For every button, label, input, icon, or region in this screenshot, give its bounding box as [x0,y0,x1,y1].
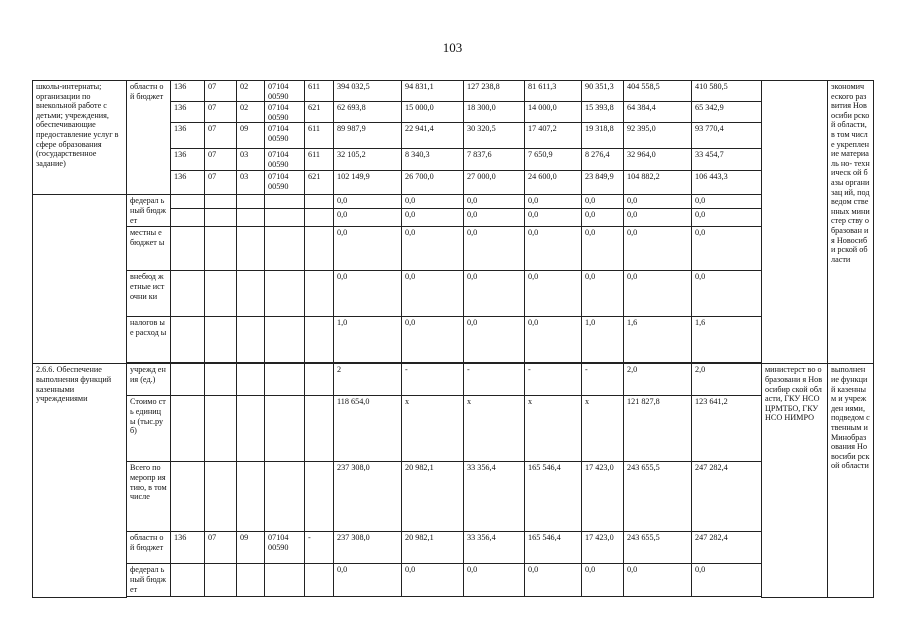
cell [265,396,305,462]
cell [305,271,334,317]
cell: 0,0 [692,271,762,317]
cell: 136 [171,123,205,149]
cell: 611 [305,81,334,102]
cell [171,227,205,271]
cell [205,227,237,271]
cell: 7 837,6 [464,149,525,171]
cell: 17 423,0 [582,462,624,532]
cell: 1,0 [334,317,402,363]
cell [265,364,305,396]
cell: 136 [171,81,205,102]
cell: - [305,532,334,564]
cell: 0,0 [464,227,525,271]
cell: 0,0 [402,227,464,271]
cell: 0,0 [334,227,402,271]
cell: 0,0 [525,195,582,209]
cell [237,209,265,227]
cell: 0,0 [582,564,624,597]
cell: 0,0 [692,195,762,209]
table-row [33,462,874,532]
cell: 32 964,0 [624,149,692,171]
cell: 247 282,4 [692,532,762,564]
activity-description: школы-интернаты; организации по внекольной работе с детьми; учреждения, обеспечивающие предоставление услуг в сфере образования (государственное задание) [33,81,127,195]
cell: 104 882,2 [624,171,692,195]
cell: 02 [237,102,265,123]
cell [305,209,334,227]
table-row [33,81,874,102]
cell: 07104 00590 [265,532,305,564]
table-row [33,396,874,462]
cell: 237 308,0 [334,462,402,532]
cell: 0,0 [464,195,525,209]
program-table [32,80,874,598]
cell [237,396,265,462]
cell: 22 941,4 [402,123,464,149]
table-row [33,564,874,597]
cell: 621 [305,102,334,123]
cell: 0,0 [402,209,464,227]
cell [205,564,237,597]
cell [305,462,334,532]
cell [171,462,205,532]
cell: 394 032,5 [334,81,402,102]
cell: 20 982,1 [402,462,464,532]
table-row [33,227,874,271]
cell: 136 [171,532,205,564]
executor-cell-empty [762,81,820,364]
cell: 0,0 [624,271,692,317]
cell: 09 [237,123,265,149]
cell [205,396,237,462]
cell: 0,0 [525,317,582,363]
cell: 0,0 [464,564,525,597]
cell [237,271,265,317]
page-number: 103 [442,40,463,55]
cell: 243 655,5 [624,532,692,564]
cell [265,209,305,227]
cell: 0,0 [334,195,402,209]
cell: 0,0 [624,195,692,209]
cell [237,227,265,271]
cell [171,317,205,363]
cell: - [464,364,525,396]
cell: 0,0 [402,271,464,317]
cell [265,564,305,597]
cell [265,227,305,271]
cell: 23 849,9 [582,171,624,195]
cell: 17 423,0 [582,532,624,564]
cell: 15 000,0 [402,102,464,123]
cell: 611 [305,123,334,149]
activity-2-6-6-description: 2.6.6. Обеспечение выполнения функций казенными учреждениями [33,364,127,598]
cell: 121 827,8 [624,396,692,462]
cell: 26 700,0 [402,171,464,195]
funding-source-federal: федерал ьный бюджет [127,195,171,227]
cell [305,227,334,271]
cell: 237 308,0 [334,532,402,564]
cell: 0,0 [624,227,692,271]
cell: 81 611,3 [525,81,582,102]
funding-source-extra-budgetary: внебюд жетные источни ки [127,271,171,317]
executor: министерст во образовани я Новосибир ской области, ГКУ НСО ЦРМТБО, ГКУ НСО НИМРО [762,364,828,598]
cell: 07104 00590 [265,102,305,123]
table-row [33,364,874,396]
cell [237,462,265,532]
cell: 07 [205,81,237,102]
cell: 2,0 [692,364,762,396]
cell: 0,0 [692,564,762,597]
cell: x [402,396,464,462]
cell: x [464,396,525,462]
cell: 0,0 [525,227,582,271]
cell: 118 654,0 [334,396,402,462]
cell: 07 [205,149,237,171]
cell: 19 318,8 [582,123,624,149]
cell: 611 [305,149,334,171]
cell: 14 000,0 [525,102,582,123]
cell: 0,0 [334,564,402,597]
cell: 243 655,5 [624,462,692,532]
cell: 8 276,4 [582,149,624,171]
cell [205,317,237,363]
cell: 0,0 [525,564,582,597]
cell: 1,6 [692,317,762,363]
cell [171,195,205,209]
cell [265,195,305,209]
indicator-institutions: учрежд ения (ед.) [127,364,171,396]
cell: x [525,396,582,462]
cell: 62 693,8 [334,102,402,123]
cell: 165 546,4 [525,462,582,532]
cell: 0,0 [464,317,525,363]
indicator-total: Всего по меропр иятию, в том числе [127,462,171,532]
cell: 89 987,9 [334,123,402,149]
cell: 33 356,4 [464,462,525,532]
funding-source-local: местны е бюджет ы [127,227,171,271]
cell: 30 320,5 [464,123,525,149]
cell: 93 770,4 [692,123,762,149]
cell [305,195,334,209]
cell: 03 [237,171,265,195]
cell: 0,0 [334,271,402,317]
cell: 0,0 [402,564,464,597]
indicator-unit-cost: Стоимо сть единиц ы (тыс.ру б) [127,396,171,462]
cell: 94 831,1 [402,81,464,102]
cell: 0,0 [402,195,464,209]
spacer-cell [820,81,828,364]
activity-description-continued [33,195,127,364]
cell [237,364,265,396]
cell: 0,0 [402,317,464,363]
cell [305,317,334,363]
cell: 90 351,3 [582,81,624,102]
cell [171,396,205,462]
cell [265,462,305,532]
cell: 7 650,9 [525,149,582,171]
cell: 32 105,2 [334,149,402,171]
cell: 247 282,4 [692,462,762,532]
expected-result-2-6-6: выполнен ие функций казенным и учрежден иями, подведом ственным и Минобраз ования Новосиби рской области [828,364,874,598]
cell [171,209,205,227]
cell: 136 [171,171,205,195]
cell: 127 238,8 [464,81,525,102]
cell: 33 454,7 [692,149,762,171]
cell: 621 [305,171,334,195]
cell: 07 [205,102,237,123]
table-row-filler [33,597,874,598]
cell: 1,0 [582,317,624,363]
cell [305,364,334,396]
cell: 0,0 [464,271,525,317]
cell [305,564,334,597]
cell [205,462,237,532]
cell: 8 340,3 [402,149,464,171]
cell: 02 [237,81,265,102]
cell: - [525,364,582,396]
cell: 15 393,8 [582,102,624,123]
cell: 404 558,5 [624,81,692,102]
cell [237,564,265,597]
cell: - [402,364,464,396]
cell: 07104 00590 [265,123,305,149]
cell: 09 [237,532,265,564]
cell [171,271,205,317]
indicator-federal-budget: федерал ьный бюджет [127,564,171,597]
cell: 65 342,9 [692,102,762,123]
cell [205,209,237,227]
cell [205,364,237,396]
funding-source-regional: областн ой бюджет [127,81,171,195]
expected-result: экономич еского развития Новосиби рской области, в том числе укреплен ие материаль но- техническ ой базы организац ий, подведом ственных министер ству образован ия Новосиби рской области [828,81,874,364]
cell: 07104 00590 [265,171,305,195]
cell: 165 546,4 [525,532,582,564]
cell: 0,0 [582,227,624,271]
cell [205,271,237,317]
cell: 136 [171,102,205,123]
cell [237,317,265,363]
cell: 0,0 [582,209,624,227]
cell: 27 000,0 [464,171,525,195]
cell: 1,6 [624,317,692,363]
cell: 17 407,2 [525,123,582,149]
cell: 0,0 [624,209,692,227]
cell: 0,0 [624,564,692,597]
cell: 24 600,0 [525,171,582,195]
cell: 07 [205,123,237,149]
indicator-regional-budget: областн ой бюджет [127,532,171,564]
cell [171,564,205,597]
cell: 123 641,2 [692,396,762,462]
cell: 07 [205,532,237,564]
cell: - [582,364,624,396]
cell: 07 [205,171,237,195]
cell [265,317,305,363]
cell: 0,0 [334,209,402,227]
cell: 0,0 [692,209,762,227]
table-row [33,317,874,363]
cell: 136 [171,149,205,171]
cell: 18 300,0 [464,102,525,123]
cell: 0,0 [525,209,582,227]
cell: x [582,396,624,462]
cell: 92 395,0 [624,123,692,149]
cell: 0,0 [582,195,624,209]
table-row [33,195,874,209]
cell: 2,0 [624,364,692,396]
cell: 03 [237,149,265,171]
funding-source-tax-expenditures: налогов ые расход ы [127,317,171,363]
cell: 07104 00590 [265,149,305,171]
table-row [33,532,874,564]
cell: 102 149,9 [334,171,402,195]
cell [237,195,265,209]
cell: 106 443,3 [692,171,762,195]
cell [305,396,334,462]
cell: 33 356,4 [464,532,525,564]
cell: 0,0 [464,209,525,227]
cell [265,271,305,317]
cell: 0,0 [692,227,762,271]
cell [205,195,237,209]
cell: 2 [334,364,402,396]
table-row [33,271,874,317]
cell: 20 982,1 [402,532,464,564]
cell: 64 384,4 [624,102,692,123]
cell [171,364,205,396]
cell: 0,0 [582,271,624,317]
cell: 0,0 [525,271,582,317]
cell: 07104 00590 [265,81,305,102]
cell: 410 580,5 [692,81,762,102]
